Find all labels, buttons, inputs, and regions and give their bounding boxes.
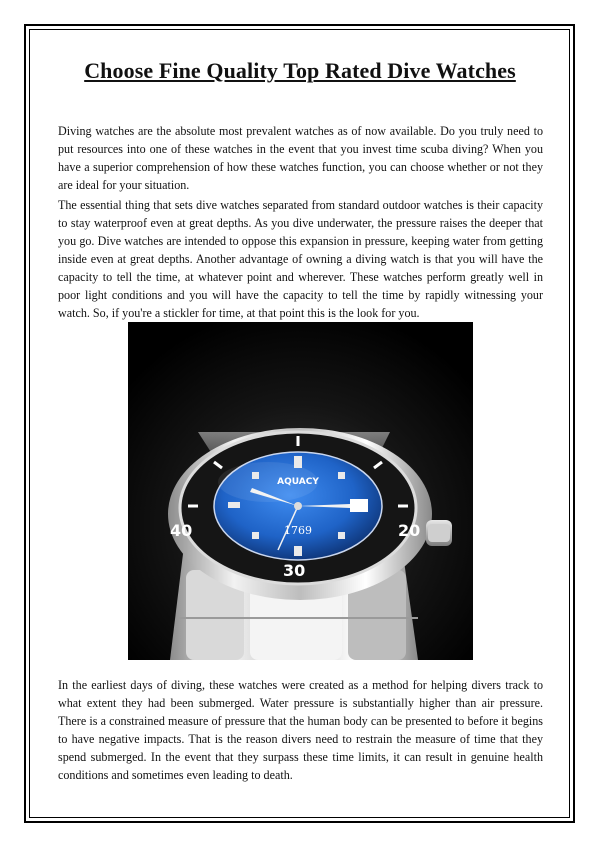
watch-illustration	[128, 322, 473, 660]
paragraph-history: In the earliest days of diving, these watches were created as a method for helping divers track to what extent they had been submerged. Water pressure is substantially higher than air pressure. There is a constrained measure of pressure that the human body can be presented to before it begins to have negative impacts. That is the reason divers need to restrain the measure of time that they spend submerged. In the event that they surpass these time limits, it can result in genuine health conditions and sometimes even leading to death.	[58, 678, 543, 782]
bezel-number-30: 30	[283, 561, 306, 580]
dial-model: 1769	[284, 524, 312, 537]
date-window	[350, 499, 368, 512]
page-title: Choose Fine Quality Top Rated Dive Watches	[84, 58, 516, 83]
dial-brand: AQUACY	[277, 477, 319, 487]
dive-watch-photo	[128, 322, 473, 660]
bezel-number-20: 20	[398, 521, 421, 540]
bezel-number-40: 40	[170, 521, 193, 540]
paragraph-intro: Diving watches are the absolute most prevalent watches as of now available. Do you truly need to put resources into one of these watches in the event that you invest time scuba diving? When you have a superior comprehension of how these watches function, you can choose whether or not they are ideal for your situation.	[58, 124, 543, 192]
paragraph-waterproof: The essential thing that sets dive watches separated from standard outdoor watches is their capacity to stay waterproof even at great depths. As you dive underwater, the pressure raises the deeper that you go. Dive watches are intended to oppose this expansion in pressure, keeping water from getting inside even at great depths. Another advantage of owning a diving watch is that you will have the capacity to tell the time, at whatever point and wherever. These watches perform greatly well in poor light conditions and you will have the capacity to tell the time by rapidly witnessing your watch. So, if you're a stickler for time, at that point this is the look for you.	[58, 198, 543, 320]
